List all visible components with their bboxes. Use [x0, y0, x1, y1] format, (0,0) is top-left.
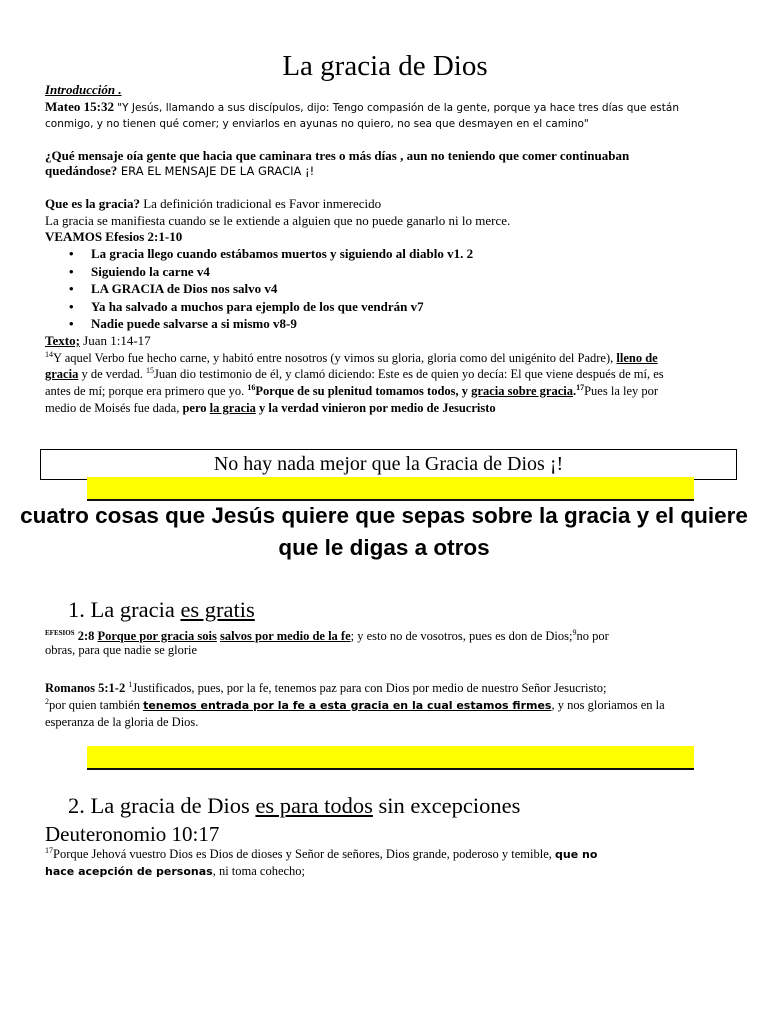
- passage-text: por quien también: [49, 698, 144, 712]
- page-title: La gracia de Dios: [282, 50, 488, 82]
- callout-box: No hay nada mejor que la Gracia de Dios ¡!: [40, 449, 737, 480]
- verse-number: 17: [576, 382, 585, 392]
- list-item: • Ya ha salvado a muchos para ejemplo de los que vendrán v7: [91, 298, 473, 316]
- texto-text: antes de mí; porque era primero que yo.: [45, 384, 245, 398]
- texto-bold: y la verdad vinieron por medio de Jesucristo: [258, 401, 496, 415]
- texto-line: [45, 333, 725, 349]
- highlight-bar: [87, 746, 694, 770]
- passage-emphasis: tenemos entrada por la fe a esta gracia en la cual estamos firmes: [143, 699, 552, 712]
- texto-text: Juan dio testimonio de él, y clamó diciendo: Este es de quien yo decía: El que viene después de mí, es: [154, 367, 664, 381]
- point-emphasis: es gratis: [180, 597, 255, 622]
- passage-text: Porque Jehová vuestro Dios es Dios de dioses y Señor de señores, Dios grande, poderoso y temible,: [53, 847, 552, 861]
- deuteronomio-passage-line-2: [45, 863, 305, 880]
- texto-text: Y aquel Verbo fue hecho carne, y habitó entre nosotros (y vimos su gloria, gloria como del unigénito del Padre),: [53, 351, 614, 365]
- texto-text: y de verdad.: [78, 367, 143, 381]
- passage-ref: 2:8: [77, 629, 95, 643]
- intro-quote-1: "Y Jesús, llamando a sus discípulos, dijo: Tengo compasión de la gente, porque ya hace tres días que están: [113, 102, 679, 114]
- efesios-passage-line-2: obras, para que nadie se glorie: [45, 643, 198, 657]
- section-heading: cuatro cosas que Jesús quiere que sepas sobre la gracia y el quiere que le digas a otros: [20, 503, 748, 560]
- texto-bold: Porque de su plenitud tomamos todos, y: [255, 384, 469, 398]
- texto-text: medio de Moisés fue dada,: [45, 401, 180, 415]
- bullet-list: [45, 245, 473, 333]
- romanos-passage: [45, 680, 725, 697]
- point-text: La gracia: [90, 597, 181, 622]
- point-emphasis: es para todos: [255, 793, 373, 818]
- definition-question: Que es la gracia?: [45, 196, 140, 211]
- verse-number: 15: [146, 365, 155, 375]
- point-text: La gracia de Dios: [90, 793, 256, 818]
- passage-bold: hace acepción de personas: [45, 865, 213, 878]
- point-2-heading: [68, 793, 520, 819]
- intro-quote-line-2: conmigo, y no tienen qué comer; y enviarlos en ayunas no quiero, no sea que desmayen en el camino": [45, 118, 589, 130]
- verse-number: 9: [572, 627, 577, 637]
- intro-quote-line-1: [45, 99, 725, 116]
- deuteronomio-ref: Deuteronomio 10:17: [45, 822, 220, 846]
- intro-label-line: [45, 82, 725, 98]
- passage-text: no por: [576, 629, 609, 643]
- list-item: • Nadie puede salvarse a si mismo v8-9: [91, 315, 473, 333]
- point-number: 1.: [68, 597, 85, 622]
- texto-label: Texto;: [45, 333, 80, 348]
- texto-bold: pero: [182, 401, 207, 415]
- list-item: • LA GRACIA de Dios nos salvo v4: [91, 280, 473, 298]
- intro-ref: Mateo 15:32: [45, 99, 114, 114]
- passage-text: ; y esto no de vosotros, pues es don de Dios;: [350, 629, 573, 643]
- intro-label: Introducción .: [45, 82, 122, 97]
- verse-number: 14: [45, 349, 53, 359]
- point-1-heading: [68, 597, 255, 623]
- point-text: sin excepciones: [372, 793, 521, 818]
- question-line-1: ¿Qué mensaje oía gente que hacia que caminara tres o más días , aun no teniendo que comer continuaban: [45, 148, 630, 163]
- texto-verse-line-1: [45, 350, 725, 366]
- question-bold: quedándose?: [45, 163, 118, 178]
- book-label: EFESIOS: [45, 629, 75, 637]
- list-item: • Siguiendo la carne v4: [91, 263, 473, 281]
- passage-emphasis: Porque por gracia sois: [97, 629, 217, 643]
- texto-emphasis: lleno de: [616, 351, 658, 365]
- passage-text: Justificados, pues, por la fe, tenemos paz para con Dios por medio de nuestro Señor Jesucristo;: [132, 681, 607, 695]
- passage-bold: que no: [555, 848, 598, 861]
- texto-verse-line-3: [45, 383, 725, 399]
- passage-text: , y nos gloriamos en la: [551, 698, 665, 712]
- texto-emphasis: gracia: [45, 367, 79, 381]
- texto-text: Pues la ley por: [584, 384, 659, 398]
- texto-bold: .: [572, 384, 577, 398]
- passage-text: , ni toma cohecho;: [212, 864, 306, 878]
- texto-ref: Juan 1:14-17: [79, 333, 151, 348]
- texto-emphasis: gracia sobre gracia: [471, 384, 573, 398]
- question-line-2: [45, 163, 725, 179]
- verse-number: 2: [45, 696, 49, 706]
- passage-ref: Romanos 5:1-2: [45, 681, 126, 695]
- deuteronomio-passage: [45, 846, 735, 863]
- question-rest: ERA EL MENSAJE DE LA GRACIA ¡!: [117, 164, 315, 178]
- highlight-bar: [87, 477, 694, 501]
- definition-line-2: La gracia se manifiesta cuando se le extiende a alguien que no puede ganarlo ni lo merce.: [45, 213, 511, 228]
- passage-emphasis: salvos por medio de la fe: [219, 629, 351, 643]
- verse-number: 17: [45, 845, 53, 855]
- romanos-passage-line-2: [45, 697, 745, 714]
- verse-number: 1: [128, 679, 133, 689]
- texto-verse-line-2: [45, 366, 725, 382]
- texto-emphasis: la gracia: [209, 401, 256, 415]
- point-number: 2.: [68, 793, 85, 818]
- romanos-passage-line-3: esperanza de la gloria de Dios.: [45, 715, 199, 729]
- texto-verse-line-4: [45, 400, 725, 416]
- list-item: • La gracia llego cuando estábamos muertos y siguiendo al diablo v1. 2: [91, 245, 473, 263]
- definition-line-1: [45, 196, 725, 212]
- veamos-line: VEAMOS Efesios 2:1-10: [45, 229, 183, 244]
- definition-answer: La definición tradicional es Favor inmerecido: [139, 196, 382, 211]
- verse-number: 16: [247, 382, 256, 392]
